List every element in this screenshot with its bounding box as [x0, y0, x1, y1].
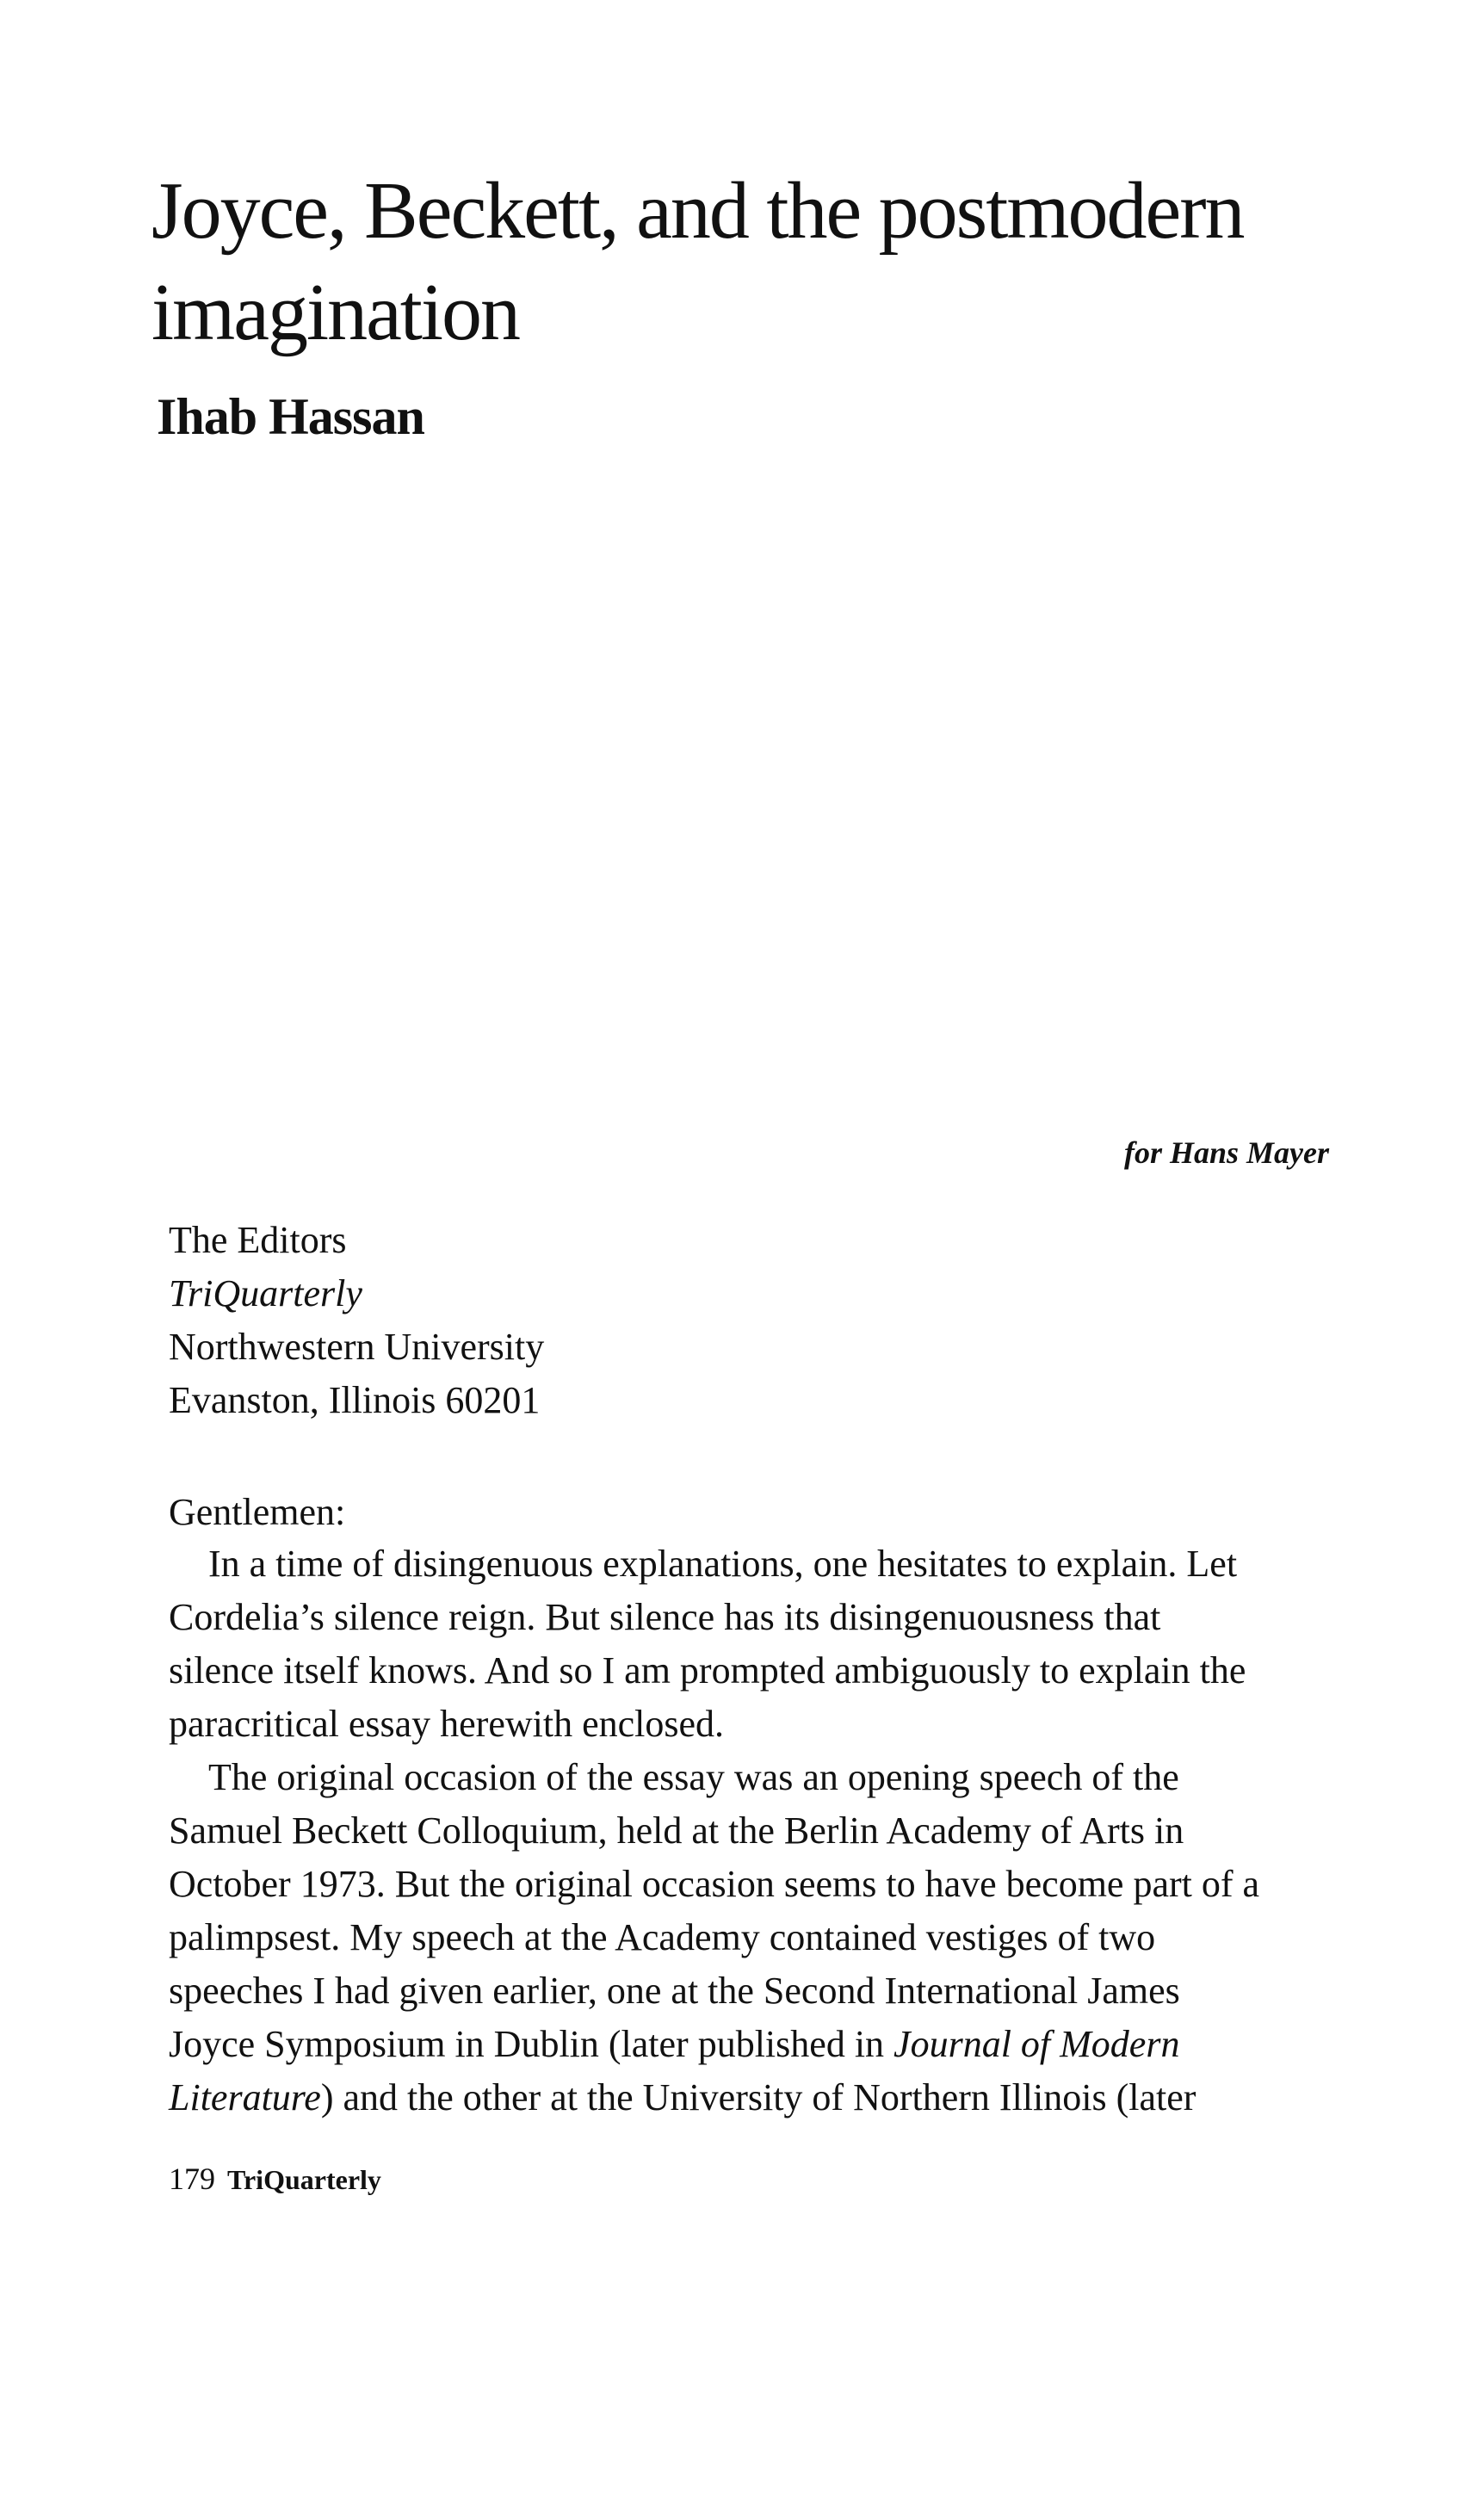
- salutation: Gentlemen:: [169, 1491, 346, 1533]
- body-line: In a time of disingenuous explanations, one hesitates to explain. Let: [208, 1543, 1238, 1585]
- journal-title-italic: Journal of Modern: [893, 2023, 1180, 2065]
- page-number: 179: [169, 2162, 215, 2196]
- journal-name: TriQuarterly: [227, 2164, 381, 2195]
- body-line: [169, 2018, 1357, 2071]
- address-line-1: The Editors: [169, 1219, 347, 1261]
- body-line: [169, 2071, 1357, 2125]
- body-line: silence itself knows. And so I am prompted ambiguously to explain the: [169, 1649, 1246, 1692]
- address-line-4: Evanston, Illinois 60201: [169, 1379, 541, 1421]
- body-text-segment: ) and the other at the University of Northern Illinois (later: [320, 2076, 1196, 2118]
- author-name: Ihab Hassan: [157, 388, 424, 445]
- letter-body: [169, 1537, 1357, 2125]
- dedication: for Hans Mayer: [1123, 1135, 1329, 1170]
- body-line: Samuel Beckett Colloquium, held at the Berlin Academy of Arts in: [169, 1809, 1184, 1852]
- title-line-1: Joyce, Beckett, and the postmodern: [151, 166, 1244, 256]
- body-line: palimpsest. My speech at the Academy contained vestiges of two: [169, 1916, 1156, 1958]
- body-line: speeches I had given earlier, one at the Second International James: [169, 1970, 1180, 2012]
- title-line-2: imagination: [151, 268, 520, 357]
- page-footer: [169, 2161, 381, 2197]
- body-line: paracritical essay herewith enclosed.: [169, 1703, 725, 1745]
- body-line: Cordelia’s silence reign. But silence has its disingenuousness that: [169, 1596, 1161, 1638]
- journal-title-italic: Literature: [169, 2076, 321, 2118]
- address-line-2: TriQuarterly: [169, 1272, 362, 1314]
- article-title: [151, 160, 1408, 363]
- body-text-segment: Joyce Symposium in Dublin (later published in: [169, 2023, 894, 2065]
- body-line: October 1973. But the original occasion seems to have become part of a: [169, 1863, 1260, 1905]
- address-line-3: Northwestern University: [169, 1326, 545, 1368]
- body-line: The original occasion of the essay was an opening speech of the: [208, 1756, 1179, 1798]
- address-block: [169, 1214, 544, 1427]
